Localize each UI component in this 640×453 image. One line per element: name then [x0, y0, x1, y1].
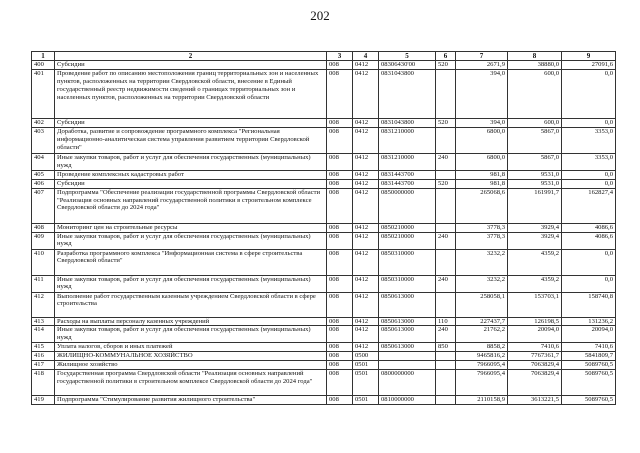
amount-col8-cell: 4359,2	[508, 249, 562, 275]
expense-type-code-cell	[436, 69, 456, 118]
expense-type-code-cell	[436, 249, 456, 275]
header-cell: 8	[508, 52, 562, 61]
row-number-cell: 412	[32, 292, 55, 317]
department-code-cell: 008	[327, 188, 353, 223]
item-name-cell: Государственная программа Свердловской области "Реализация основных направлений государственной политики в строительном комплексе Свердловской области до 2024 года"	[55, 370, 327, 396]
section-code-cell: 0412	[353, 326, 379, 343]
section-code-cell: 0412	[353, 61, 379, 70]
amount-col7-cell: 3778,3	[456, 223, 508, 232]
row-number-cell: 401	[32, 69, 55, 118]
amount-col7-cell: 7966095,4	[456, 370, 508, 396]
row-number-cell: 411	[32, 275, 55, 292]
department-code-cell: 008	[327, 361, 353, 370]
expense-type-code-cell	[436, 292, 456, 317]
section-code-cell: 0412	[353, 275, 379, 292]
row-number-cell: 406	[32, 179, 55, 188]
expense-type-code-cell	[436, 396, 456, 405]
row-number-cell: 419	[32, 396, 55, 405]
item-name-cell: Иные закупки товаров, работ и услуг для обеспечения государственных (муниципальных) нужд	[55, 153, 327, 170]
item-name-cell: Проведение комплексных кадастровых работ	[55, 170, 327, 179]
amount-col8-cell: 9531,0	[508, 170, 562, 179]
target-article-code-cell: 0850310000	[379, 275, 436, 292]
expense-type-code-cell	[436, 188, 456, 223]
amount-col9-cell: 162827,4	[562, 188, 616, 223]
department-code-cell: 008	[327, 343, 353, 352]
item-name-cell: Уплата налогов, сборов и иных платежей	[55, 343, 327, 352]
item-name-cell: ЖИЛИЩНО-КОММУНАЛЬНОЕ ХОЗЯЙСТВО	[55, 352, 327, 361]
amount-col7-cell: 981,8	[456, 170, 508, 179]
amount-col8-cell: 5867,0	[508, 153, 562, 170]
row-number-cell: 416	[32, 352, 55, 361]
amount-col9-cell: 3353,0	[562, 127, 616, 153]
amount-col7-cell: 394,0	[456, 118, 508, 127]
expense-type-code-cell: 520	[436, 61, 456, 70]
section-code-cell: 0412	[353, 249, 379, 275]
amount-col7-cell: 394,0	[456, 69, 508, 118]
amount-col7-cell: 3778,3	[456, 232, 508, 249]
amount-col8-cell: 3929,4	[508, 223, 562, 232]
department-code-cell: 008	[327, 275, 353, 292]
amount-col9-cell: 0,0	[562, 275, 616, 292]
amount-col7-cell: 6800,0	[456, 153, 508, 170]
row-number-cell: 413	[32, 317, 55, 326]
amount-col8-cell: 4359,2	[508, 275, 562, 292]
target-article-code-cell: 0831443700	[379, 179, 436, 188]
item-name-cell: Выполнение работ государственным казенным учреждением Свердловской области в сфере строительства	[55, 292, 327, 317]
table-row	[32, 317, 616, 326]
amount-col9-cell: 0,0	[562, 118, 616, 127]
item-name-cell: Субсидии	[55, 179, 327, 188]
amount-col9-cell: 3353,0	[562, 153, 616, 170]
expense-type-code-cell: 520	[436, 118, 456, 127]
item-name-cell: Разработка программного комплекса "Информационная система в сфере строительства Свердловской области"	[55, 249, 327, 275]
target-article-code-cell: 0850613000	[379, 292, 436, 317]
target-article-code-cell: 0831210000	[379, 153, 436, 170]
item-name-cell: Мониторинг цен на строительные ресурсы	[55, 223, 327, 232]
amount-col7-cell: 3232,2	[456, 249, 508, 275]
amount-col9-cell: 5089760,5	[562, 370, 616, 396]
amount-col8-cell: 7063829,4	[508, 361, 562, 370]
table-row	[32, 223, 616, 232]
header-cell: 6	[436, 52, 456, 61]
table-row	[32, 170, 616, 179]
section-code-cell: 0412	[353, 127, 379, 153]
amount-col9-cell: 27091,6	[562, 61, 616, 70]
amount-col7-cell: 9465816,2	[456, 352, 508, 361]
table-row	[32, 118, 616, 127]
amount-col7-cell: 2110158,9	[456, 396, 508, 405]
row-number-cell: 415	[32, 343, 55, 352]
amount-col7-cell: 3232,2	[456, 275, 508, 292]
item-name-cell: Подпрограмма "Стимулирование развития жилищного строительства"	[55, 396, 327, 405]
amount-col9-cell: 0,0	[562, 179, 616, 188]
table-row	[32, 249, 616, 275]
amount-col8-cell: 38880,0	[508, 61, 562, 70]
table-row	[32, 275, 616, 292]
target-article-code-cell: 0810000000	[379, 396, 436, 405]
expense-type-code-cell	[436, 127, 456, 153]
department-code-cell: 008	[327, 232, 353, 249]
target-article-code-cell: 0831443700	[379, 170, 436, 179]
department-code-cell: 008	[327, 396, 353, 405]
target-article-code-cell: 08306430'00	[379, 61, 436, 70]
table-row	[32, 69, 616, 118]
item-name-cell: Подпрограмма "Обеспечение реализации государственной программы Свердловской области "Реализация основных направлений государственной политики в строительном комплексе Свердловской области до 2024 года"	[55, 188, 327, 223]
amount-col8-cell: 7767361,7	[508, 352, 562, 361]
row-number-cell: 408	[32, 223, 55, 232]
expense-type-code-cell: 520	[436, 179, 456, 188]
amount-col7-cell: 2671,9	[456, 61, 508, 70]
table-row	[32, 370, 616, 396]
target-article-code-cell: 0800000000	[379, 370, 436, 396]
expense-type-code-cell	[436, 361, 456, 370]
section-code-cell: 0412	[353, 118, 379, 127]
item-name-cell: Жилищное хозяйство	[55, 361, 327, 370]
item-name-cell: Проведение работ по описанию местоположения границ территориальных зон и населенных пунктов, расположенных на территории Свердловской области, внесение в Единый государственный реестр недвижимости сведений о границах территориальных зон и населенных пунктов, расположенных на территории Свердловской области	[55, 69, 327, 118]
target-article-code-cell: 0850210000	[379, 232, 436, 249]
section-code-cell: 0412	[353, 232, 379, 249]
header-cell: 3	[327, 52, 353, 61]
expense-type-code-cell	[436, 352, 456, 361]
expense-type-code-cell	[436, 370, 456, 396]
section-code-cell: 0412	[353, 69, 379, 118]
amount-col8-cell: 7063829,4	[508, 370, 562, 396]
department-code-cell: 008	[327, 179, 353, 188]
table-row	[32, 352, 616, 361]
amount-col7-cell: 7966095,4	[456, 361, 508, 370]
section-code-cell: 0501	[353, 396, 379, 405]
department-code-cell: 008	[327, 317, 353, 326]
row-number-cell: 417	[32, 361, 55, 370]
item-name-cell: Доработка, развитие и сопровождение программного комплекса "Региональная информационно-аналитическая система управления развитием территории Свердловской области"	[55, 127, 327, 153]
row-number-cell: 418	[32, 370, 55, 396]
amount-col8-cell: 3929,4	[508, 232, 562, 249]
header-cell: 1	[32, 52, 55, 61]
target-article-code-cell: 0850000000	[379, 188, 436, 223]
amount-col9-cell: 7410,6	[562, 343, 616, 352]
header-cell: 5	[379, 52, 436, 61]
amount-col7-cell: 265068,6	[456, 188, 508, 223]
row-number-cell: 407	[32, 188, 55, 223]
department-code-cell: 008	[327, 61, 353, 70]
table-row	[32, 127, 616, 153]
target-article-code-cell	[379, 361, 436, 370]
expense-type-code-cell: 240	[436, 232, 456, 249]
section-code-cell: 0412	[353, 317, 379, 326]
expense-type-code-cell: 850	[436, 343, 456, 352]
amount-col8-cell: 600,0	[508, 69, 562, 118]
section-code-cell: 0500	[353, 352, 379, 361]
department-code-cell: 008	[327, 69, 353, 118]
item-name-cell: Иные закупки товаров, работ и услуг для обеспечения государственных (муниципальных) нужд	[55, 275, 327, 292]
amount-col9-cell: 158740,8	[562, 292, 616, 317]
expense-type-code-cell: 240	[436, 326, 456, 343]
department-code-cell: 008	[327, 170, 353, 179]
row-number-cell: 403	[32, 127, 55, 153]
department-code-cell: 008	[327, 352, 353, 361]
amount-col8-cell: 600,0	[508, 118, 562, 127]
amount-col7-cell: 258058,1	[456, 292, 508, 317]
section-code-cell: 0412	[353, 292, 379, 317]
department-code-cell: 008	[327, 292, 353, 317]
target-article-code-cell: 0850310000	[379, 249, 436, 275]
amount-col8-cell: 9531,0	[508, 179, 562, 188]
item-name-cell: Иные закупки товаров, работ и услуг для обеспечения государственных (муниципальных) нужд	[55, 232, 327, 249]
department-code-cell: 008	[327, 249, 353, 275]
section-code-cell: 0412	[353, 170, 379, 179]
row-number-cell: 409	[32, 232, 55, 249]
header-cell: 7	[456, 52, 508, 61]
header-cell: 9	[562, 52, 616, 61]
table-row	[32, 61, 616, 70]
target-article-code-cell	[379, 352, 436, 361]
section-code-cell: 0412	[353, 343, 379, 352]
header-cell: 2	[55, 52, 327, 61]
expense-type-code-cell	[436, 223, 456, 232]
amount-col8-cell: 5867,0	[508, 127, 562, 153]
target-article-code-cell: 0850613000	[379, 343, 436, 352]
expense-type-code-cell: 240	[436, 275, 456, 292]
amount-col8-cell: 3613221,5	[508, 396, 562, 405]
amount-col9-cell: 131236,2	[562, 317, 616, 326]
section-code-cell: 0412	[353, 223, 379, 232]
amount-col9-cell: 0,0	[562, 69, 616, 118]
target-article-code-cell: 0831043800	[379, 69, 436, 118]
amount-col8-cell: 7410,6	[508, 343, 562, 352]
amount-col7-cell: 981,8	[456, 179, 508, 188]
table-row	[32, 179, 616, 188]
amount-col9-cell: 5841809,7	[562, 352, 616, 361]
table-row	[32, 361, 616, 370]
page-number: 202	[310, 8, 330, 23]
row-number-cell: 404	[32, 153, 55, 170]
table-row	[32, 232, 616, 249]
table-row	[32, 396, 616, 405]
header-row	[32, 52, 616, 61]
section-code-cell: 0501	[353, 370, 379, 396]
amount-col9-cell: 4086,6	[562, 223, 616, 232]
target-article-code-cell: 0850613000	[379, 326, 436, 343]
department-code-cell: 008	[327, 370, 353, 396]
amount-col7-cell: 6800,0	[456, 127, 508, 153]
row-number-cell: 405	[32, 170, 55, 179]
table-row	[32, 153, 616, 170]
amount-col9-cell: 0,0	[562, 249, 616, 275]
section-code-cell: 0501	[353, 361, 379, 370]
section-code-cell: 0412	[353, 188, 379, 223]
department-code-cell: 008	[327, 153, 353, 170]
table-row	[32, 188, 616, 223]
budget-table	[31, 51, 616, 405]
table-row	[32, 326, 616, 343]
amount-col7-cell: 8858,2	[456, 343, 508, 352]
row-number-cell: 402	[32, 118, 55, 127]
item-name-cell: Субсидии	[55, 61, 327, 70]
amount-col9-cell: 0,0	[562, 170, 616, 179]
department-code-cell: 008	[327, 118, 353, 127]
amount-col8-cell: 126198,5	[508, 317, 562, 326]
table-row	[32, 343, 616, 352]
amount-col9-cell: 4086,6	[562, 232, 616, 249]
section-code-cell: 0412	[353, 179, 379, 188]
department-code-cell: 008	[327, 127, 353, 153]
expense-type-code-cell: 110	[436, 317, 456, 326]
amount-col8-cell: 161991,7	[508, 188, 562, 223]
amount-col9-cell: 5089760,5	[562, 396, 616, 405]
target-article-code-cell: 0831210000	[379, 127, 436, 153]
header-cell: 4	[353, 52, 379, 61]
section-code-cell: 0412	[353, 153, 379, 170]
target-article-code-cell: 0850613000	[379, 317, 436, 326]
amount-col9-cell: 20094,0	[562, 326, 616, 343]
row-number-cell: 410	[32, 249, 55, 275]
expense-type-code-cell: 240	[436, 153, 456, 170]
amount-col7-cell: 227437,7	[456, 317, 508, 326]
target-article-code-cell: 0850210000	[379, 223, 436, 232]
row-number-cell: 414	[32, 326, 55, 343]
amount-col8-cell: 20094,0	[508, 326, 562, 343]
department-code-cell: 008	[327, 223, 353, 232]
item-name-cell: Субсидии	[55, 118, 327, 127]
expense-type-code-cell	[436, 170, 456, 179]
item-name-cell: Иные закупки товаров, работ и услуг для обеспечения государственных (муниципальных) нужд	[55, 326, 327, 343]
row-number-cell: 400	[32, 61, 55, 70]
table-row	[32, 292, 616, 317]
target-article-code-cell: 0831043800	[379, 118, 436, 127]
amount-col7-cell: 21762,2	[456, 326, 508, 343]
amount-col8-cell: 153703,1	[508, 292, 562, 317]
amount-col9-cell: 5089760,5	[562, 361, 616, 370]
department-code-cell: 008	[327, 326, 353, 343]
item-name-cell: Расходы на выплаты персоналу казенных учреждений	[55, 317, 327, 326]
